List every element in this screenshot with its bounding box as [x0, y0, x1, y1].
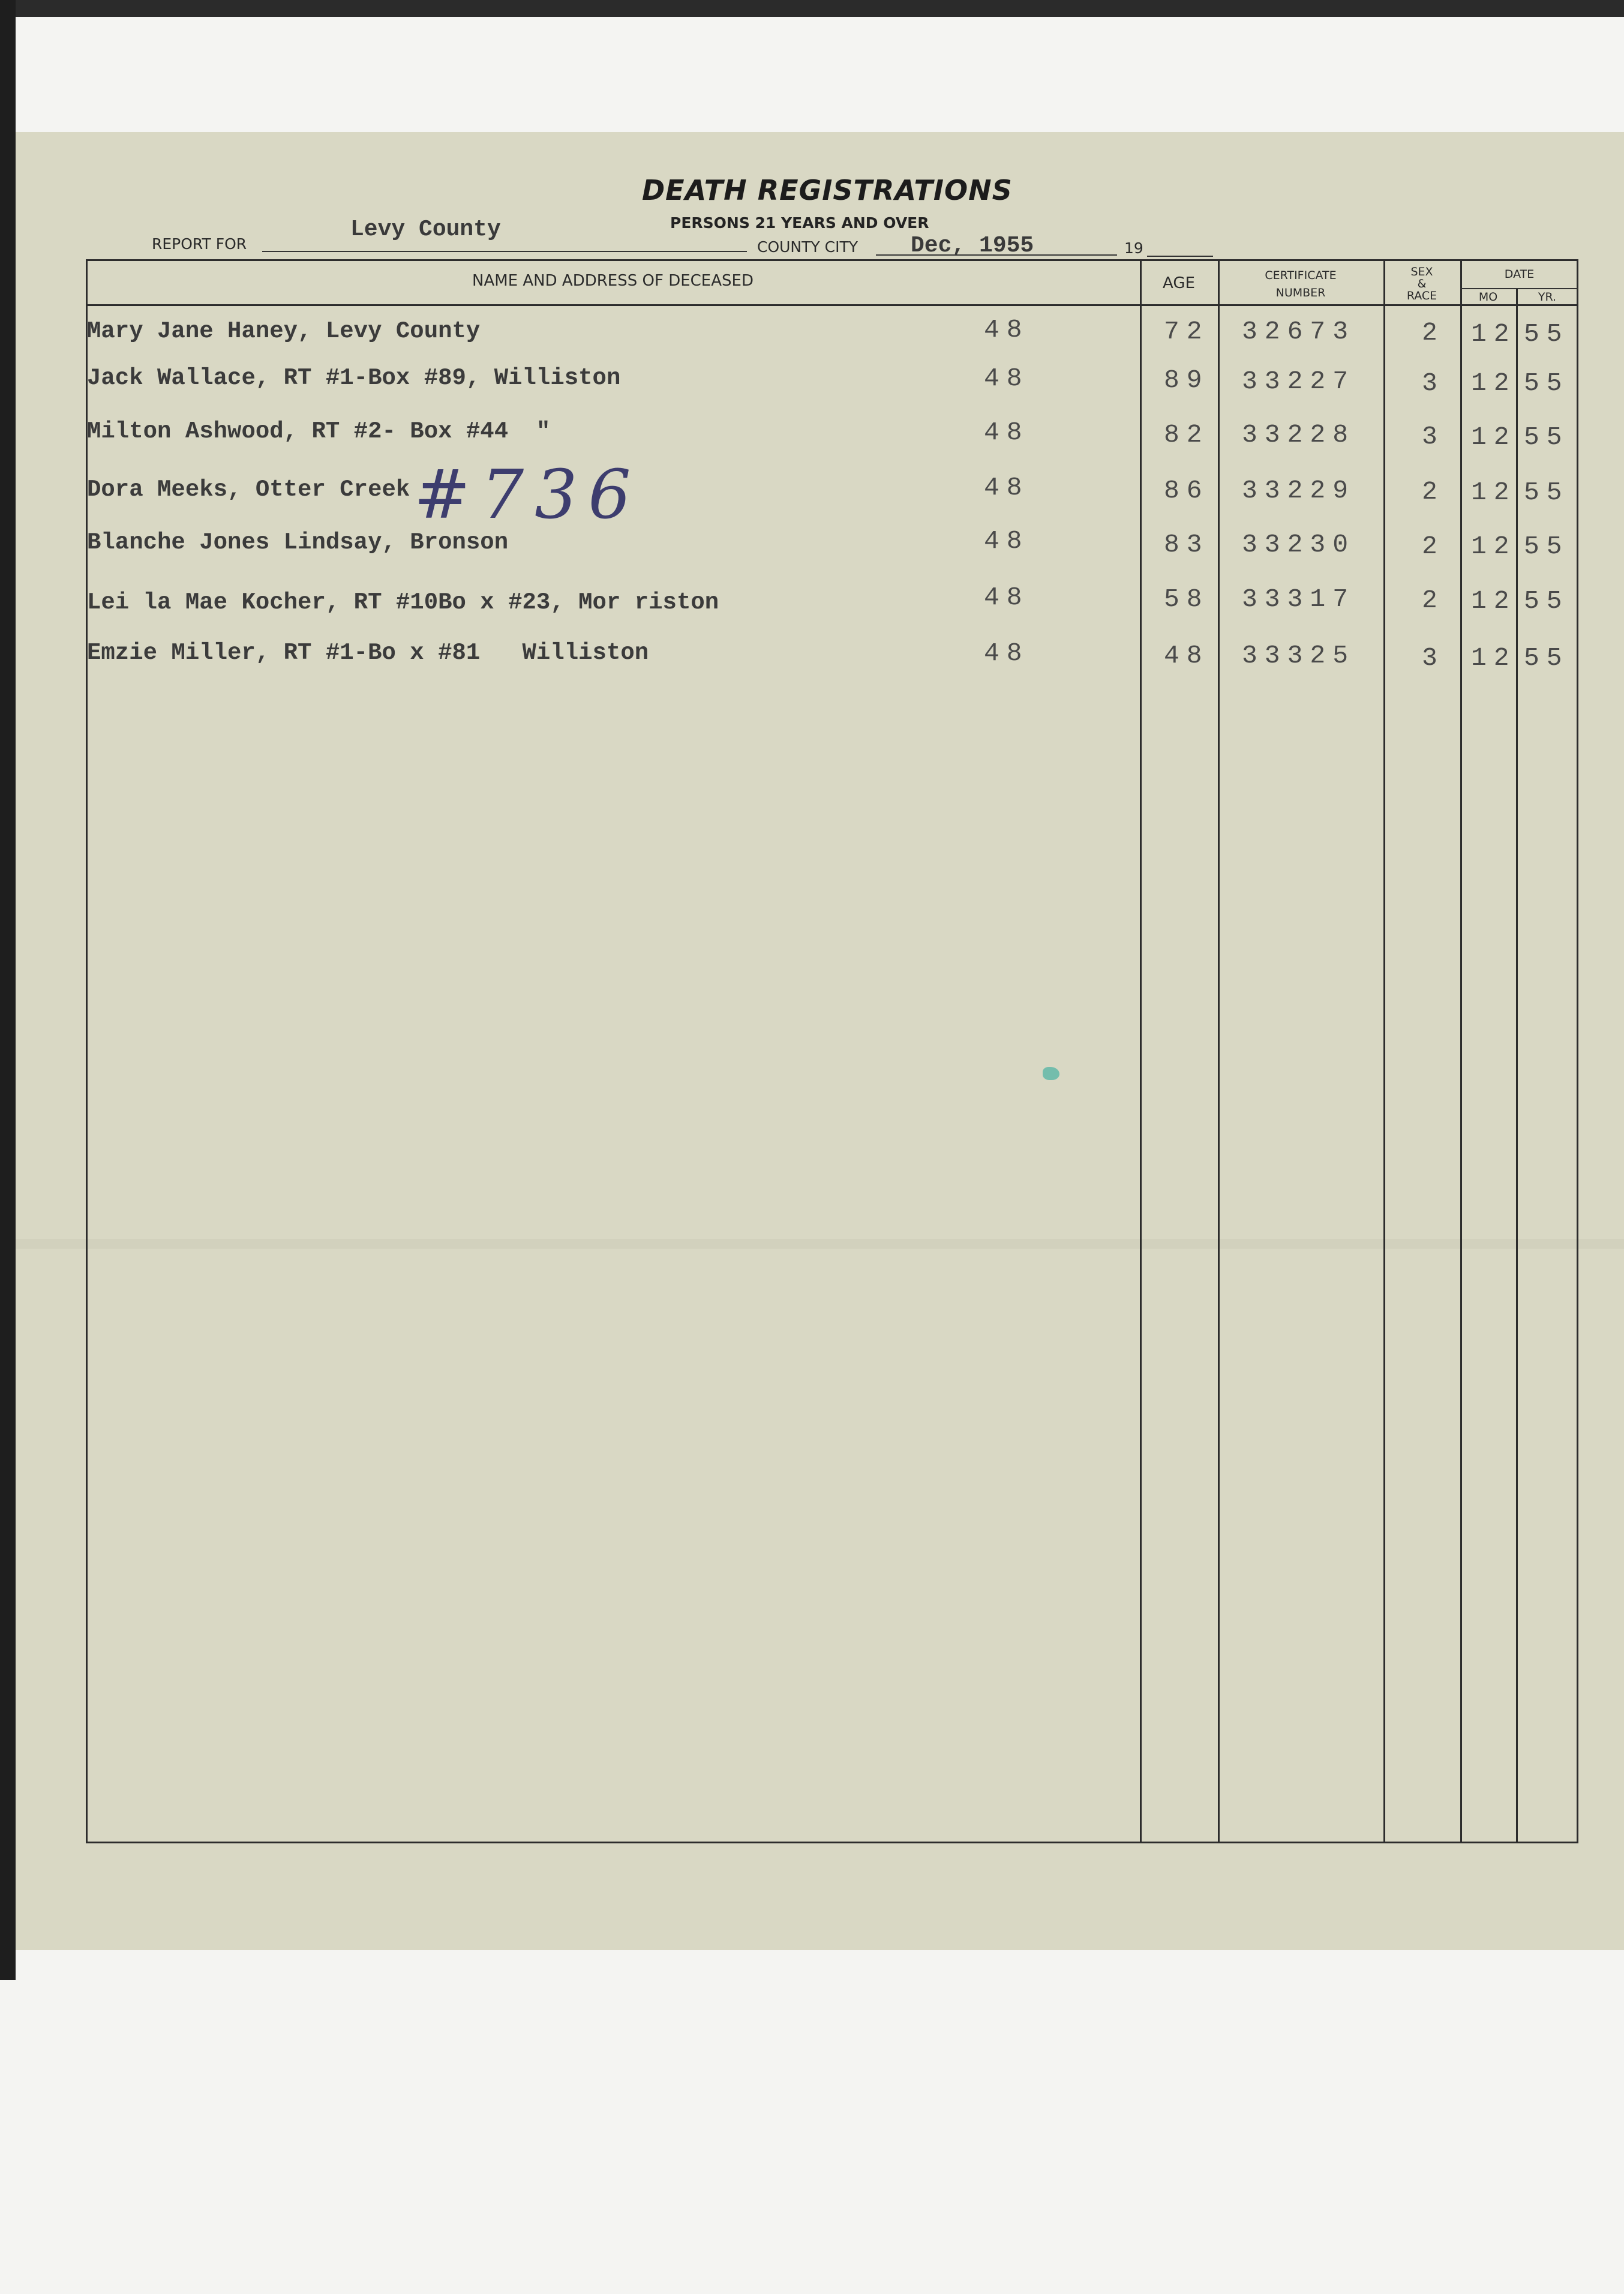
- row-name: Dora Meeks, Otter Creek: [87, 476, 410, 503]
- row-code: 48: [984, 526, 1029, 556]
- header-age: AGE: [1163, 274, 1195, 292]
- county-city-label: COUNTY CITY: [757, 238, 858, 256]
- row-code: 48: [984, 364, 1029, 393]
- row-certificate: 32673: [1242, 317, 1356, 346]
- row-code: 48: [984, 638, 1029, 668]
- row-name: Mary Jane Haney, Levy County: [87, 318, 481, 344]
- row-month: 12: [1471, 368, 1517, 398]
- row-name: Emzie Miller, RT #1-Bo x #81 Williston: [87, 640, 649, 666]
- row-month: 12: [1471, 478, 1517, 507]
- header-sex: SEX: [1410, 265, 1433, 278]
- row-certificate: 33227: [1242, 367, 1356, 396]
- form-subtitle: PERSONS 21 YEARS AND OVER: [670, 214, 929, 232]
- row-certificate: 33317: [1242, 584, 1356, 614]
- row-month: 12: [1471, 319, 1517, 349]
- row-code: 48: [984, 418, 1029, 447]
- scan-top-edge: [0, 0, 1624, 17]
- row-month: 12: [1471, 532, 1517, 561]
- row-code: 48: [984, 583, 1029, 612]
- col-divider-mo-yr: [1516, 288, 1518, 1843]
- row-age: 58: [1164, 584, 1209, 614]
- handwritten-number: #736: [414, 456, 642, 534]
- row-certificate: 33229: [1242, 476, 1356, 505]
- header-race: RACE: [1406, 289, 1437, 302]
- header-name: NAME AND ADDRESS OF DECEASED: [472, 272, 754, 290]
- header-number: NUMBER: [1275, 286, 1326, 299]
- col-divider-cert: [1218, 259, 1220, 1843]
- row-certificate: 33230: [1242, 530, 1356, 559]
- row-sex-race: 2: [1422, 532, 1445, 561]
- scan-left-edge: [0, 0, 16, 1980]
- row-month: 12: [1471, 586, 1517, 616]
- row-age: 83: [1164, 530, 1209, 559]
- row-month: 12: [1471, 422, 1517, 452]
- row-age: 48: [1164, 641, 1209, 670]
- row-sex-race: 3: [1422, 422, 1445, 451]
- row-month: 12: [1471, 643, 1517, 673]
- period-value: Dec, 1955: [911, 233, 1034, 259]
- header-date: DATE: [1504, 268, 1535, 281]
- year-prefix: 19: [1124, 239, 1143, 257]
- row-code: 48: [984, 315, 1029, 344]
- year-line: [1147, 256, 1213, 257]
- row-age: 89: [1164, 365, 1209, 395]
- row-year: 55: [1524, 478, 1569, 507]
- row-name: Lei la Mae Kocher, RT #10Bo x #23, Mor riston: [87, 589, 719, 616]
- col-divider-sex: [1383, 259, 1385, 1843]
- row-sex-race: 2: [1422, 586, 1445, 615]
- row-certificate: 33325: [1242, 641, 1356, 670]
- row-year: 55: [1524, 532, 1569, 561]
- row-year: 55: [1524, 643, 1569, 673]
- row-sex-race: 3: [1422, 643, 1445, 673]
- row-year: 55: [1524, 319, 1569, 349]
- col-divider-date: [1460, 259, 1462, 1843]
- report-for-value: Levy County: [350, 217, 501, 242]
- form-title: DEATH REGISTRATIONS: [642, 174, 1013, 206]
- header-mo: MO: [1478, 290, 1498, 304]
- row-year: 55: [1524, 368, 1569, 398]
- row-age: 82: [1164, 420, 1209, 449]
- row-age: 72: [1164, 317, 1209, 346]
- row-year: 55: [1524, 422, 1569, 452]
- row-name: Jack Wallace, RT #1-Box #89, Williston: [87, 365, 621, 391]
- header-certificate: CERTIFICATE: [1265, 269, 1337, 282]
- row-year: 55: [1524, 586, 1569, 616]
- header-divider: [86, 304, 1578, 306]
- row-name: Milton Ashwood, RT #2- Box #44 ": [87, 418, 551, 445]
- col-divider-age: [1140, 259, 1142, 1843]
- ink-speck: [1043, 1067, 1059, 1080]
- row-code: 48: [984, 473, 1029, 502]
- date-subheader-line: [1460, 288, 1578, 289]
- header-yr: YR.: [1538, 290, 1557, 304]
- row-certificate: 33228: [1242, 420, 1356, 449]
- row-sex-race: 3: [1422, 368, 1445, 398]
- row-sex-race: 2: [1422, 318, 1445, 347]
- report-for-label: REPORT FOR: [152, 235, 247, 253]
- row-name: Blanche Jones Lindsay, Bronson: [87, 529, 509, 556]
- row-age: 86: [1164, 476, 1209, 505]
- report-for-line: [262, 251, 747, 252]
- row-sex-race: 2: [1422, 477, 1445, 506]
- header-amp: &: [1417, 277, 1427, 290]
